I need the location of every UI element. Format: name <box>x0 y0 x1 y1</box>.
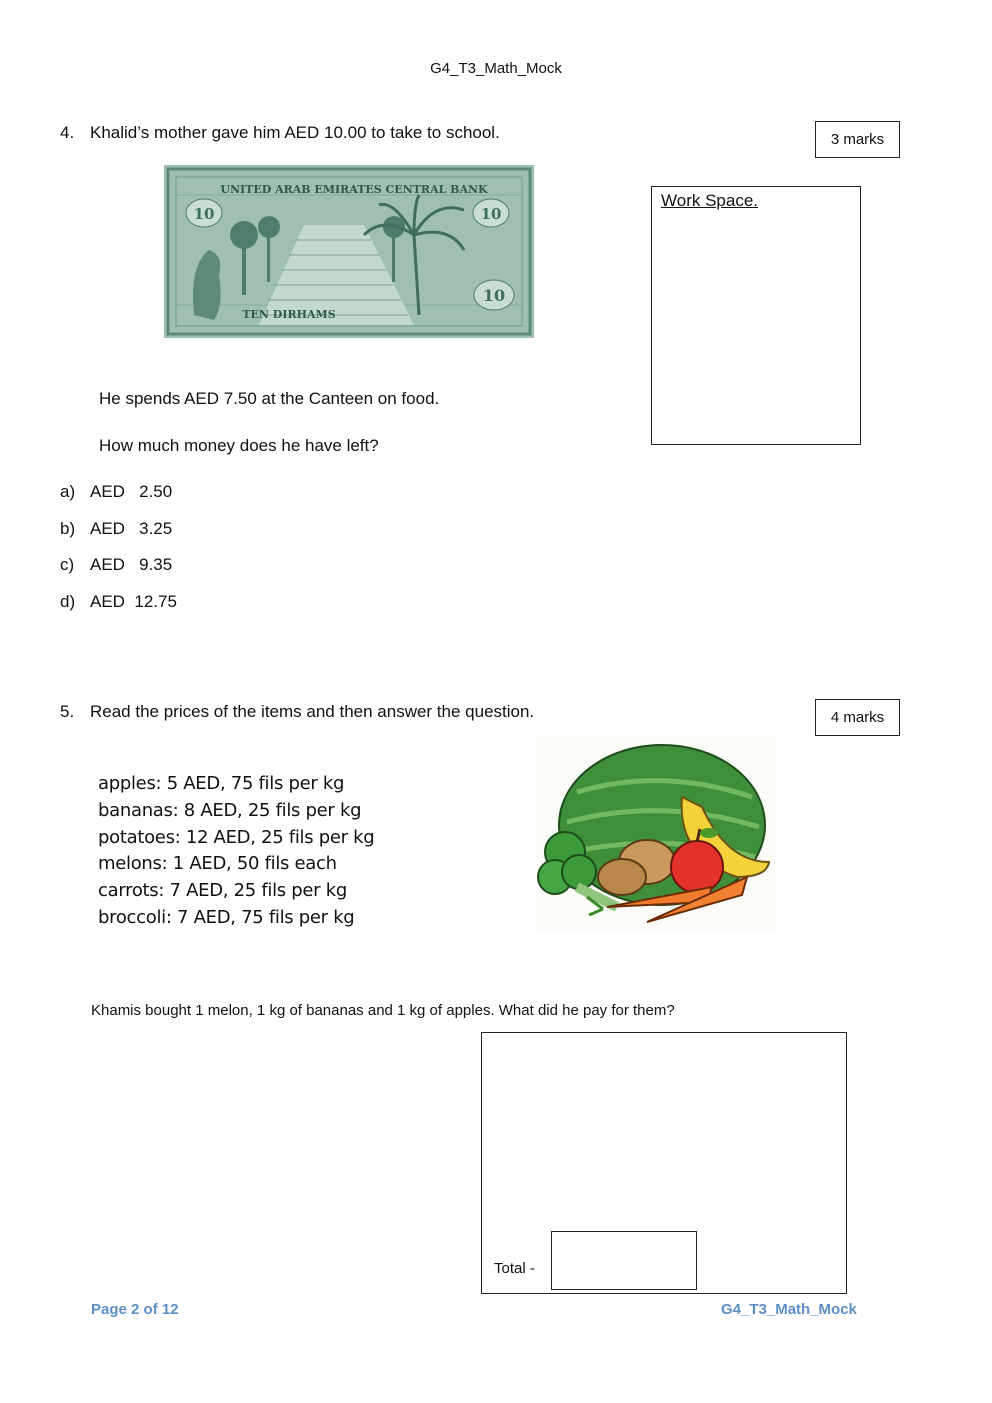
banknote-numeral-left: 10 <box>193 205 215 223</box>
banknote-denomination: TEN DIRHAMS <box>242 308 336 321</box>
q4-number: 4. <box>60 123 75 142</box>
q5-answer-box[interactable] <box>481 1032 847 1294</box>
q4-marks-box <box>815 121 900 158</box>
price-melons: melons: 1 AED, 50 fils each <box>98 853 337 875</box>
option-text: AED 9.35 <box>90 555 173 574</box>
price-list <box>98 771 374 932</box>
total-input-box[interactable] <box>551 1231 697 1290</box>
option-letter: b) <box>60 519 76 538</box>
q4-line-question: How much money does he have left? <box>99 436 379 455</box>
option-text: AED 2.50 <box>90 482 173 501</box>
work-space-label: Work Space. <box>661 191 759 210</box>
fruits-vegetables-image <box>537 737 775 932</box>
price-broccoli: broccoli: 7 AED, 75 fils per kg <box>98 906 355 928</box>
footer-page-number: Page 2 of 12 <box>91 1301 179 1318</box>
q5-marks-box <box>815 699 900 736</box>
total-label: Total - <box>494 1260 535 1277</box>
price-potatoes: potatoes: 12 AED, 25 fils per kg <box>98 826 375 848</box>
option-letter: c) <box>60 555 75 574</box>
price-apples: apples: 5 AED, 75 fils per kg <box>98 773 345 794</box>
banknote-numeral-bottom: 10 <box>482 286 506 305</box>
banknote-image <box>164 165 534 338</box>
q4-option-b[interactable] <box>60 519 172 539</box>
q4-line-spend: He spends AED 7.50 at the Canteen on food. <box>99 389 440 408</box>
option-letter: a) <box>60 482 76 501</box>
option-text: AED 3.25 <box>90 519 173 538</box>
page-header-title: G4_T3_Math_Mock <box>430 60 562 77</box>
banknote-bank-name: UNITED ARAB EMIRATES CENTRAL BANK <box>220 183 488 196</box>
price-bananas: bananas: 8 AED, 25 fils per kg <box>98 799 362 821</box>
option-letter: d) <box>60 592 76 611</box>
q4-option-d[interactable] <box>60 592 177 612</box>
q4-option-a[interactable] <box>60 482 172 502</box>
q4-text: Khalid’s mother gave him AED 10.00 to take to school. <box>90 123 500 142</box>
q5-number: 5. <box>60 702 75 721</box>
q5-text: Read the prices of the items and then answer the question. <box>90 702 535 721</box>
banknote-numeral-right: 10 <box>480 205 502 223</box>
option-text: AED 12.75 <box>90 592 177 611</box>
q4-marks-label: 3 marks <box>830 131 885 148</box>
q5-question: Khamis bought 1 melon, 1 kg of bananas and 1 kg of apples. What did he pay for them? <box>91 1002 675 1019</box>
footer-title: G4_T3_Math_Mock <box>721 1301 857 1318</box>
work-space-box[interactable] <box>651 186 861 445</box>
q4-option-c[interactable] <box>60 555 172 575</box>
price-carrots: carrots: 7 AED, 25 fils per kg <box>98 880 347 902</box>
q5-marks-label: 4 marks <box>830 709 885 726</box>
